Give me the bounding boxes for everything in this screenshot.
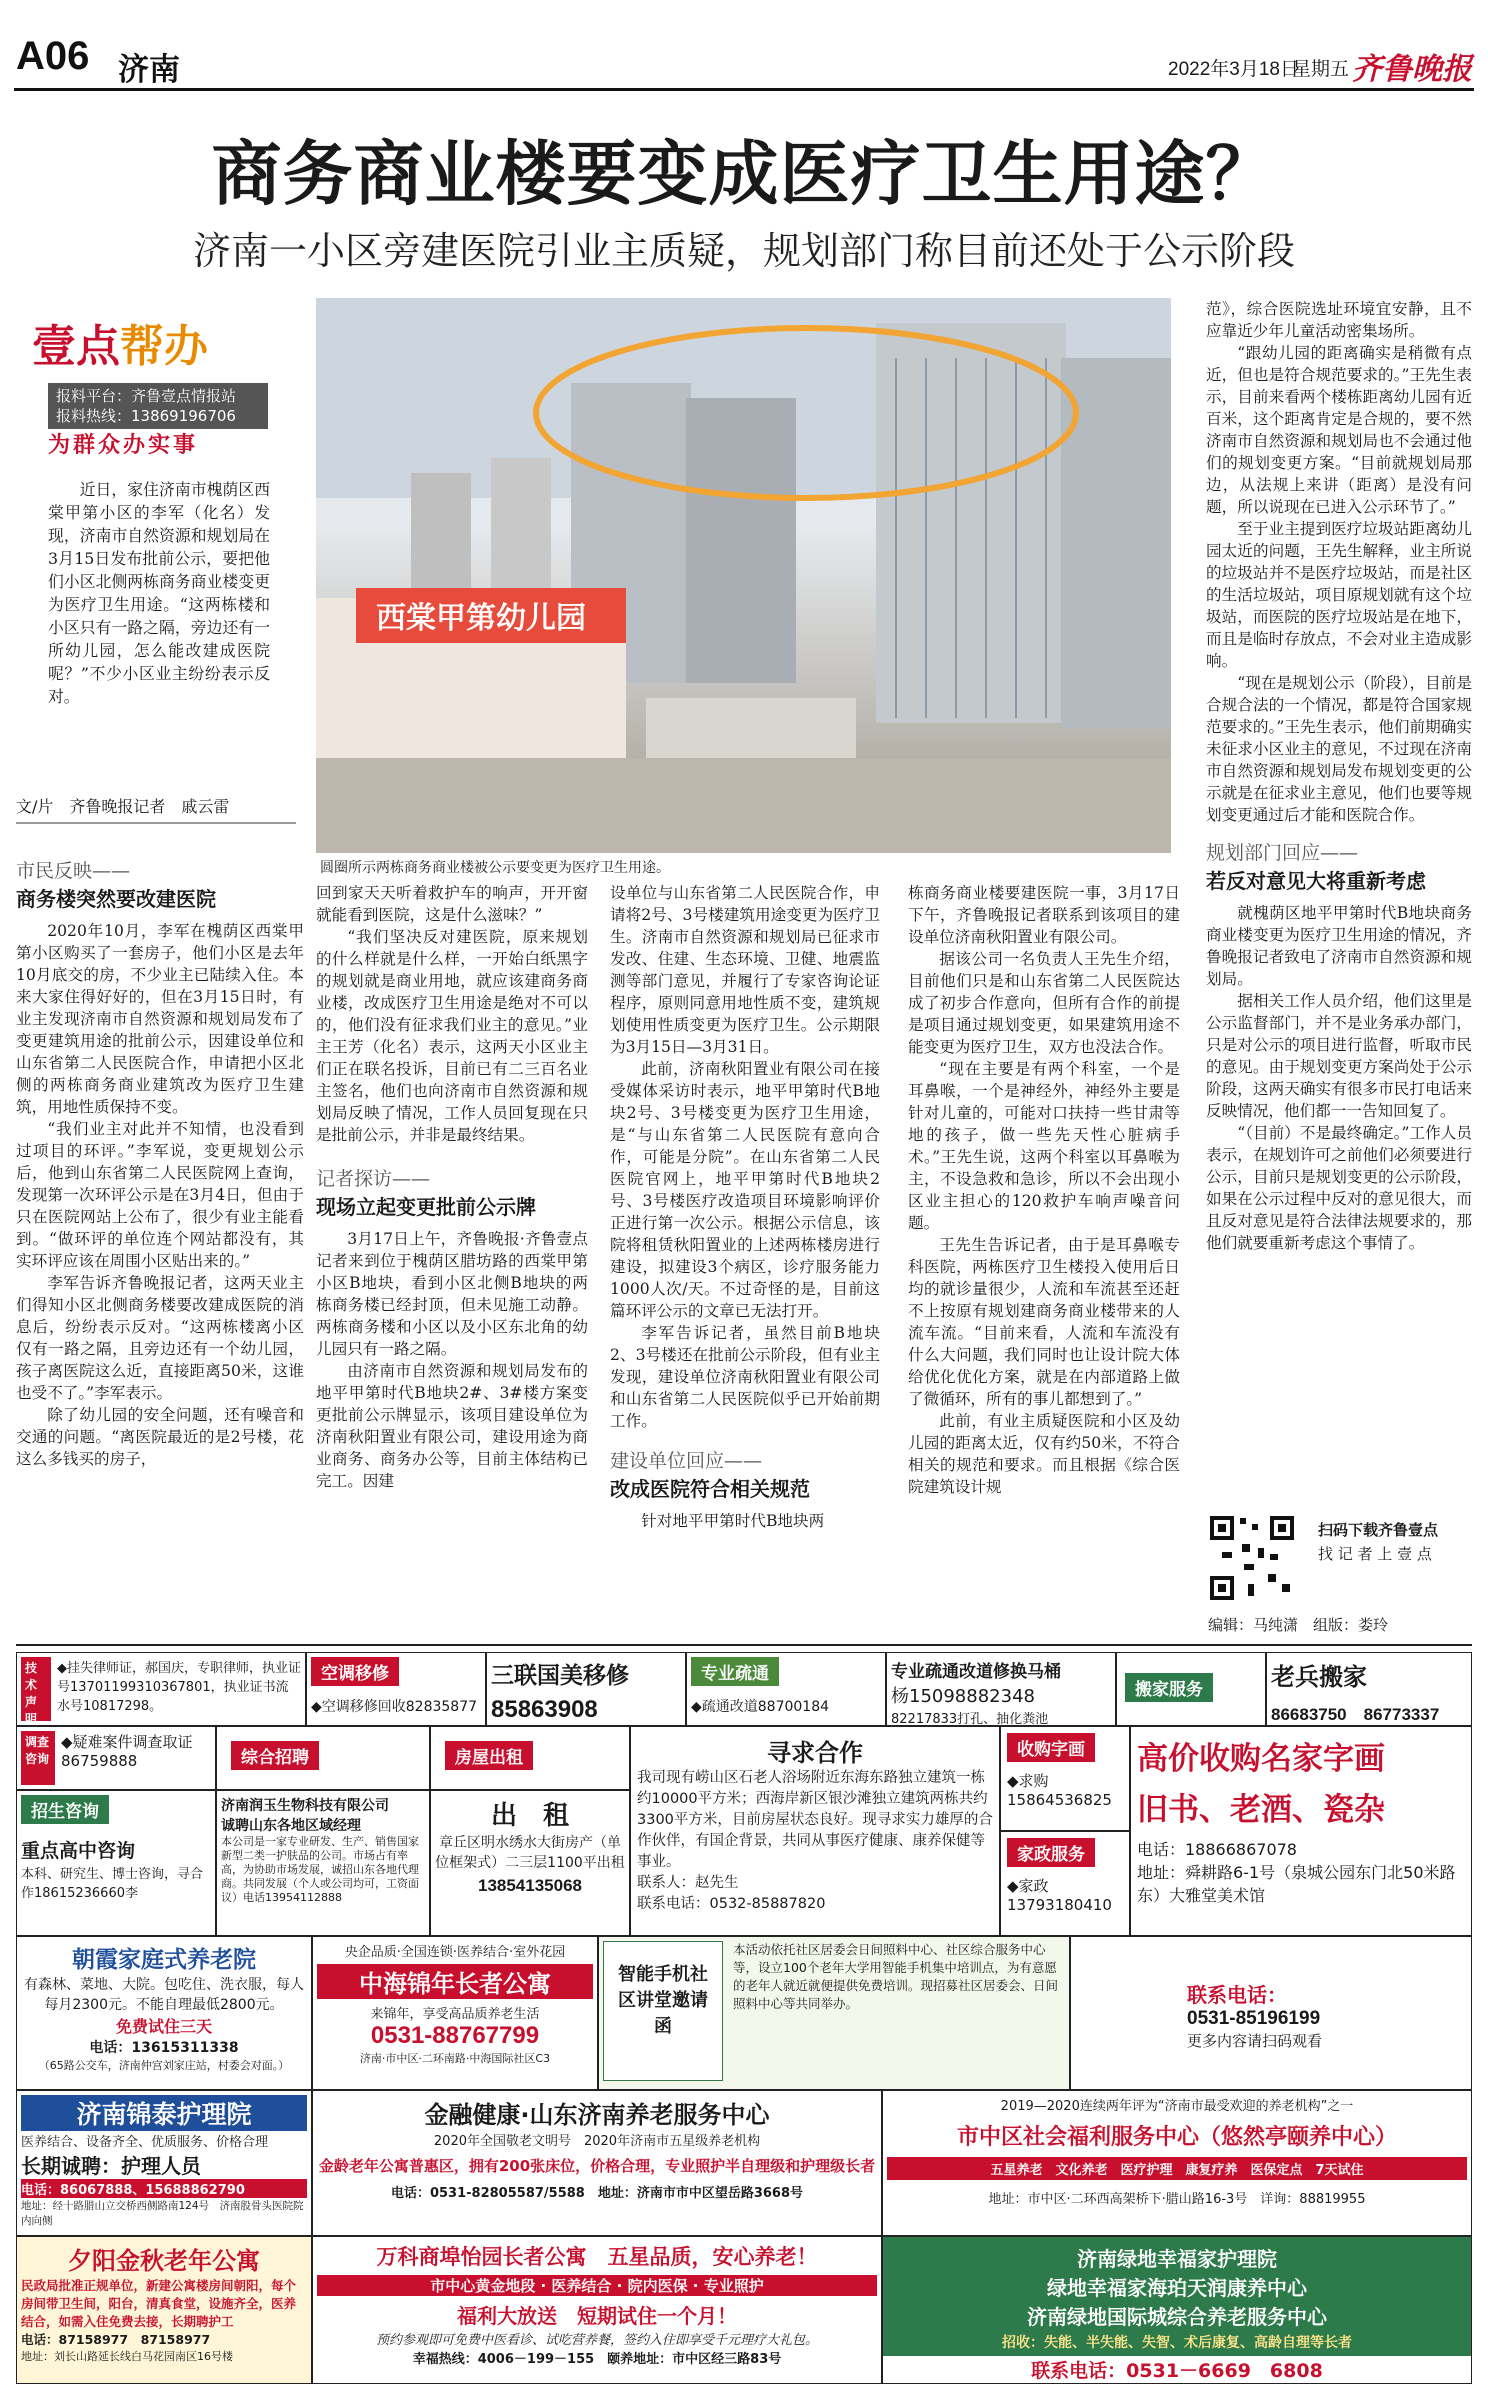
ad-dayatang	[1130, 1726, 1472, 1936]
ad-smartphone	[598, 1936, 1070, 2090]
ad-text: ◆疑难案件调查取证86759888	[61, 1733, 193, 1770]
paragraph: “跟幼儿园的距离确实是稍微有点近，但也是符合规范要求的。”王先生表示，目前来看两个楼栋距离幼儿园有近百米，这个距离肯定是合规的，要不然济南市自然资源和规划局也不会通过他们的规划变更方案。“目前就规划局那边，从法规上来讲（距离）是没有问题，所以说现在已进入公示环节了。”	[1206, 344, 1472, 516]
ad-title: 寻求合作	[767, 1739, 863, 1767]
ad-text: ◆空调移修回收82835877	[311, 1699, 478, 1715]
ad-vanke	[312, 2236, 882, 2384]
ad-subtitle: 长期诚聘：护理人员	[21, 2154, 201, 2178]
ad-address: 地址：刘长山路延长线白马花园南区16号楼	[21, 2350, 233, 2363]
ad-sanlian	[486, 1652, 686, 1726]
ad-text: 金龄老年公寓普惠区，拥有200张床位，价格合理，专业照护半自理级和护理级长者	[318, 2157, 876, 2175]
ad-phone: 0531-85196199	[1187, 2008, 1321, 2029]
ad-title: 济南润玉生物科技有限公司	[221, 1798, 389, 1814]
help-info	[48, 383, 268, 429]
news-photo	[316, 298, 1171, 853]
section-title: 商务楼突然要改建医院	[16, 887, 216, 911]
paragraph: 设单位与山东省第二人民医院合作，申请将2号、3号楼建筑用途变更为医疗卫生。济南市自然资源和规划局已征求市发改、住建、生态环境、卫健、地震监测等部门意见，并履行了专家咨询论证程序，原则同意用地性质不变，建筑规划使用性质变更为医疗卫生。公示期限为3月15日—3月31日。	[610, 884, 880, 1056]
paragraph: 据该公司一名负责人王先生介绍，目前他们只是和山东省第二人民医院达成了初步合作意向，但所有合作的前提是项目通过规划变更，如果建筑用途不能变更为医疗卫生，双方也没法合作。	[908, 950, 1180, 1056]
ad-title: 联系电话：	[1187, 1983, 1287, 2007]
paragraph: 据相关工作人员介绍，他们这里是公示监督部门，并不是业务承办部门，只是对公示的项目进行监督，听取市民的意见。由于规划变更方案尚处于公示阶段，这两天确实有很多市民打电话来反映情况，他们都一一告知回复了。	[1206, 992, 1472, 1120]
ad-toilet	[886, 1652, 1116, 1726]
section-kicker: 建设单位回应——	[610, 1450, 763, 1472]
ad-phone: 联系电话：0531－6669 6808	[883, 2356, 1471, 2383]
column-5	[1206, 298, 1472, 1254]
ad-zhaoxia	[16, 1936, 312, 2090]
ad-aircon	[306, 1652, 486, 1726]
ad-tag: 调查咨询	[21, 1731, 55, 1785]
paragraph: “（目前）不是最终确定。”工作人员表示，在规划许可之前他们必须要进行公示，目前只是规划变更的公示阶段，如果在公示过程中反对的意见很大，而且反对意见是符合法律法规要求的，那他们就要重新考虑这个事情了。	[1206, 1124, 1472, 1252]
kindergarten-sign: 西棠甲第幼儿园	[376, 601, 586, 636]
column-2	[316, 882, 588, 1492]
ad-title: 智能手机社区讲堂邀请函	[603, 1941, 723, 2081]
ad-title: 中海锦年长者公寓	[317, 1964, 593, 1999]
ad-text: ◆求购 15864536825	[1007, 1772, 1112, 1809]
issue-weekday: 星期五	[1292, 58, 1350, 80]
ad-title: 朝霞家庭式养老院	[72, 1947, 256, 1973]
newspaper-brand: 齐鲁晚报	[1352, 52, 1472, 87]
paragraph: 由济南市自然资源和规划局发布的地平甲第时代B地块2#、3#楼方案变更批前公示牌显示，该项目建设单位为济南秋阳置业有限公司，建设用途为商业商务、商务办公等，目前主体结构已完工。因建	[316, 1362, 588, 1490]
ad-header: 2019—2020连续两年评为“济南市最受欢迎的养老机构”之一	[1000, 2099, 1354, 2114]
ad-phone: 电话：18866867078	[1137, 1840, 1297, 1859]
ad-text: 有森林、菜地、大院。包吃住、洗衣服，每人每月2300元。不能自理最低2800元。	[24, 1977, 304, 2013]
ad-phone: 幸福热线：4006－199－155 颐养地址：市中区经三路83号	[412, 2352, 782, 2367]
ad-lvdi	[882, 2236, 1472, 2384]
news-photo-illustration	[316, 298, 1171, 853]
ad-title: 三联国美移修	[491, 1663, 629, 1689]
ad-title: 重点高中咨询	[21, 1840, 136, 1862]
issue-date: 2022年3月18日	[1168, 59, 1299, 80]
ad-tag: 空调移修	[311, 1657, 399, 1686]
ad-line: 绿地幸福家海珀天润康养中心	[1047, 2276, 1307, 2300]
ad-moving-tag	[1116, 1652, 1266, 1726]
paragraph: “现在是规划公示（阶段），目前是合规合法的一个情况，都是符合国家规范要求的。”王先生表示，他们前期确实未征求小区业主的意见，不过现在济南市自然资源和规划局发布规划变更的公示就是在征求业主意见，他们也要等规划变更通过后才能和医院合作。	[1206, 674, 1472, 824]
column-4	[908, 882, 1180, 1498]
ad-title: 万科商埠怡园长者公寓 五星品质，安心养老！	[376, 2245, 818, 2269]
ad-phone: 联系电话：0532-85887820	[637, 1896, 826, 1912]
ad-title: 济南锦泰护理院	[21, 2095, 307, 2131]
section-title: 若反对意见大将重新考虑	[1206, 869, 1426, 893]
ad-rent-tag	[430, 1726, 630, 1790]
ad-jintai	[16, 2090, 312, 2236]
ad-housekeeping	[1000, 1831, 1130, 1936]
ad-contact: 联系人：赵先生	[637, 1875, 739, 1891]
ad-title: 济南绿地幸福家护理院	[1077, 2247, 1277, 2271]
ad-address: 预约参观即可免费中医看诊、试吃营养餐，签约入住即享受千元理疗大礼包。	[375, 2333, 818, 2348]
ad-text: 招收：失能、半失能、失智、术后康复、高龄自理等长者	[1002, 2335, 1352, 2351]
ad-tag: 综合招聘	[231, 1741, 319, 1770]
ad-school	[16, 1790, 216, 1936]
ad-text: ◆疏通改道88700184	[691, 1699, 830, 1715]
ad-drain	[686, 1652, 886, 1726]
paragraph: 3月17日上午，齐鲁晚报·齐鲁壹点记者来到位于槐荫区腊坊路的西棠甲第小区B地块，看到小区北侧B地块的两栋商务楼已经封顶，但未见施工动静。两栋商务楼和小区以及小区东北角的幼儿园只有一路之隔。	[316, 1230, 588, 1358]
section-title: 改成医院符合相关规范	[610, 1477, 810, 1501]
ad-recruit-tag	[216, 1726, 430, 1790]
editor-credit: 编辑：马纯潇 组版：娄玲	[1208, 1616, 1389, 1634]
section-kicker: 规划部门回应——	[1206, 842, 1359, 864]
ad-phone: 86683750 86773337	[1271, 1705, 1440, 1724]
section-title: 现场立起变更批前公示牌	[316, 1195, 536, 1219]
ad-jinling	[312, 2090, 882, 2236]
ad-subtitle: 更多内容请扫码观看	[1187, 2032, 1323, 2050]
ad-title: 金融健康·山东济南养老服务中心	[424, 2101, 770, 2129]
ad-subtitle: 2020年全国敬老文明号 2020年济南市五星级养老机构	[433, 2134, 761, 2149]
ad-subtitle: 来锦年，享受高品质养老生活	[370, 2007, 540, 2022]
ad-phone: 电话：0531-82805587/5588 地址：济南市市中区望岳路3668号	[390, 2186, 804, 2201]
ad-title: 出 租	[490, 1801, 569, 1831]
ad-tag: 专业疏通	[691, 1657, 779, 1686]
ad-laobing	[1266, 1652, 1472, 1726]
ad-text: 本科、研究生、博士咨询，寻合作18615236660李	[21, 1867, 204, 1901]
qr-caption-line: 找 记 者 上 壹 点	[1318, 1545, 1432, 1563]
ad-text: 医养结合、设备齐全、优质服务、价格合理	[21, 2135, 269, 2150]
ad-tag: 招生咨询	[21, 1795, 109, 1824]
paragraph: 范》，综合医院选址环境宜安静，且不应靠近少年儿童活动密集场所。	[1206, 300, 1472, 340]
qr-code-icon[interactable]	[1208, 1514, 1296, 1602]
ad-subtitle: 诚聘山东各地区域经理	[221, 1818, 361, 1834]
paragraph: 栋商务商业楼要建医院一事，3月17日下午，齐鲁晚报记者联系到该项目的建设单位济南秋阳置业有限公司。	[908, 884, 1180, 946]
paragraph: 回到家天天听着救护车的响声，开开窗就能看到医院，这是什么滋味？”	[316, 884, 588, 924]
ad-text: 民政局批准正规单位，新建公寓楼房间朝阳，每个房间带卫生间，阳台，清真食堂，设施齐全，医养结合，如需入住免费去接，长期聘护工	[21, 2278, 297, 2329]
ad-text: 福利大放送 短期试住一个月！	[457, 2304, 737, 2328]
ad-line: 济南绿地国际城综合养老服务中心	[1027, 2305, 1327, 2329]
ad-cooperation	[630, 1726, 1000, 1936]
paragraph: “我们坚决反对建医院，原来规划的什么样就是什么样，一开始白纸黑字的规划就是商业用地，就应该建商务商业楼，改成医疗卫生用途是绝对不可以的，他们没有征求我们业主的意见。”业主王芳（化名）表示，这两天小区业主们正在联名投诉，目前已有二三百名业主签名，他们也向济南市自然资源和规划局反映了情况，工作人员回复现在只是批前公示，并非是最终结果。	[316, 928, 588, 1144]
help-slogan: 为群众办实事	[48, 432, 199, 458]
divider	[16, 822, 296, 824]
ad-text: 本活动依托社区居委会日间照料中心、社区综合服务中心等，设立100个老年大学用智能手机集中培训点，为有意愿的老年人就近就便提供免费培训。现招募社区居委会、日间照料中心等共同举办。	[733, 1942, 1059, 2011]
paragraph: 王先生告诉记者，由于是耳鼻喉专科医院，两栋医疗卫生楼投入使用后日均的就诊量很少，人流和车流甚至还赶不上按原有规划建商务商业楼带来的人流车流。“目前来看，人流和车流没有什么大问题，我们同时也让设计院大体给优化优化方案，就是在内部道路上做了微循环，所有的事儿都想到了。”	[908, 1236, 1180, 1408]
section-name: 济南	[118, 52, 180, 88]
ad-text: ◆挂失律师证，郝国庆，专职律师，执业证号13701199310367801，执业证书流水号10817298。	[57, 1661, 301, 1714]
ad-phone: 85863908	[491, 1696, 598, 1723]
ad-investigation	[16, 1726, 216, 1790]
paragraph: 除了幼儿园的安全问题，还有噪音和交通的问题。“离医院最近的是2号楼，花这么多钱买的房子，	[16, 1406, 304, 1468]
qr-caption-line: 扫码下载齐鲁壹点	[1318, 1521, 1439, 1539]
ad-title: 高价收购名家字画	[1137, 1741, 1385, 1777]
ad-qilu-contact	[1070, 1936, 1472, 2090]
ad-header: 央企品质·全国连锁·医养结合·室外花园	[344, 1945, 566, 1960]
intro-text: 近日，家住济南市槐荫区西棠甲第小区的李军（化名）发现，济南市自然资源和规划局在3月15日发布批前公示，要把他们小区北侧两栋商务商业楼变更为医疗卫生用途。“这两栋楼和小区只有一路之隔，旁边还有一所幼儿园，怎么能改建成医院呢？”不少小区业主纷纷表示反对。	[48, 480, 270, 706]
classifieds-rule	[16, 1644, 1472, 1646]
ad-calligraphy-buy	[1000, 1726, 1130, 1831]
help-logo	[32, 310, 208, 374]
ad-phone: 13854135068	[477, 1876, 582, 1895]
ad-phone: 电话：13615311338	[89, 2040, 239, 2056]
header-rule	[14, 88, 1474, 91]
ad-title: 专业疏通改道修换马桶	[891, 1662, 1061, 1682]
ad-welfare-center	[882, 2090, 1472, 2236]
ad-phone: 电话：86067888、15688862790	[21, 2179, 307, 2198]
ad-subtitle: 五星养老 文化养老 医疗护理 康复疗养 医保定点 7天试住	[887, 2157, 1467, 2180]
ad-tag: 家政服务	[1007, 1838, 1095, 1867]
byline: 文/片 齐鲁晚报记者 戚云雷	[16, 797, 230, 816]
column-3	[610, 882, 880, 1532]
subheadline: 济南一小区旁建医院引业主质疑，规划部门称目前还处于公示阶段	[192, 229, 1295, 273]
ad-tag: 技术声明	[21, 1657, 51, 1721]
ad-text: ◆家政 13793180410	[1007, 1877, 1112, 1914]
ad-title: 市中区社会福利服务中心（悠然亭颐养中心）	[956, 2125, 1397, 2150]
help-platform: 报料平台：齐鲁壹点情报站	[56, 387, 237, 405]
ad-title: 夕阳金秋老年公寓	[68, 2247, 260, 2275]
ad-rent	[430, 1790, 630, 1936]
page-number: A06	[16, 34, 90, 78]
paragraph: “现在主要是有两个科室，一个是耳鼻喉，一个是神经外，神经外主要是针对儿童的，可能对口扶持一些甘肃等地的孩子，做一些先天性心脏病手术。”王先生说，这两个科室以耳鼻喉为主，不设急救和急诊，所以不会出现小区业主担心的120救护车响声噪音问题。	[908, 1060, 1180, 1232]
ad-xiyang	[16, 2236, 312, 2384]
ad-tag: 收购字画	[1007, 1733, 1095, 1762]
paragraph: 此前，济南秋阳置业有限公司在接受媒体采访时表示，地平甲第时代B地块2号、3号楼变更为医疗卫生用途，是“与山东省第二人民医院有意向合作，可能是分院”。在山东省第二人民医院官网上，地平甲第时代B地块2号、3号楼医疗改造项目环境影响评价正进行第一次公示。根据公示信息，该院将租赁秋阳置业的上述两栋楼房进行建设，拟建设3个病区，诊疗服务能力1000人次/天。不过奇怪的是，目前这篇环评公示的文章已无法打开。	[610, 1060, 880, 1320]
paragraph: 李军告诉记者，虽然目前B地块2、3号楼还在批前公示阶段，但有业主发现，建设单位济南秋阳置业有限公司和山东省第二人民医院似乎已开始前期工作。	[610, 1324, 880, 1430]
ad-phone: 杨15098882348	[891, 1686, 1035, 1707]
ad-text: 82217833打孔、抽化粪池	[891, 1712, 1049, 1726]
ad-highlight: 免费试住三天	[115, 2017, 212, 2036]
ad-zhonghai	[312, 1936, 598, 2090]
paragraph: 李军告诉齐鲁晚报记者，这两天业主们得知小区北侧商务楼要改建成医院的消息后，纷纷表示反对。“这两栋楼离小区仅有一路之隔，且旁边还有一个幼儿园，孩子离医院这么近，直接距离50米，这谁也受不了。”李军表示。	[16, 1274, 304, 1402]
ad-phone: 地址：市中区·二环西高架桥下·腊山路16-3号 详询：88819955	[988, 2192, 1366, 2207]
ad-lawyer-notice	[16, 1652, 306, 1726]
ad-text: 我司现有崂山区石老人浴场附近东海东路独立建筑一栋约10000平方米；西海岸新区银沙滩独立建筑两栋共约3300平方米，目前房屋状态良好。现寻求实力雄厚的合作伙伴，有国企背景，共同从事医疗健康、康养保健等事业。	[637, 1770, 993, 1870]
ad-address: （65路公交车，济南仲宫刘家庄站，村委会对面。）	[38, 2059, 290, 2072]
ad-address: 地址：舜耕路6-1号（泉城公园东门北50米路东）大雅堂美术馆	[1137, 1863, 1456, 1905]
ad-tag: 房屋出租	[445, 1741, 533, 1770]
ad-phone: 电话：87158977 87158977	[21, 2332, 211, 2347]
ad-text: 本公司是一家专业研发、生产、销售国家新型二类一护肤品的公司。市场占有率高，为协助市场发展，诚招山东各地代理商。共同发展（个人或公司均可，工资面议）电话13954112888	[221, 1835, 419, 1904]
ad-subtitle: 旧书、老酒、瓷杂	[1137, 1792, 1385, 1828]
paragraph: 2020年10月，李军在槐荫区西棠甲第小区购买了一套房子，他们小区是去年10月底交的房，不少业主已陆续入住。本来大家住得好好的，但在3月15日时，有业主发现济南市自然资源和规划局发布了变更建筑用途的批前公示，因建设单位和山东省第二人民医院合作，申请把小区北侧的两栋商务商业建筑改为医疗卫生建筑，用地性质保持不变。	[16, 922, 304, 1116]
ad-address: 地址：经十路腊山立交桥西侧路南124号 济南股骨头医院院内向侧	[21, 2200, 304, 2227]
paragraph: “我们业主对此并不知情，也没看到过项目的环评。”李军说，变更规划公示后，他到山东省第二人民医院网上查询，发现第一次环评公示是在3月4日，但由于只在医院网站上公布了，很少有业主能看到。“做环评的单位连个网站都没有，其实环评应该在周围小区贴出来的。”	[16, 1120, 304, 1270]
headline: 商务商业楼要变成医疗卫生用途？	[211, 132, 1277, 215]
qr-caption	[1318, 1518, 1438, 1566]
paragraph: 至于业主提到医疗垃圾站距离幼儿园太近的问题，王先生解释，业主所说的垃圾站并不是医疗垃圾站，而是社区的生活垃圾站，项目原规划就有这个垃圾站，而医院的医疗垃圾站是在地下，而且是临时存放点，不会对业主造成影响。	[1206, 520, 1472, 670]
help-logo-b: 帮办	[120, 321, 208, 372]
ad-text: 章丘区明水绣水大街房产（单位框架式）二三层1100平出租	[435, 1835, 625, 1871]
ad-address: 济南·市中区·二环南路·中海国际社区C3	[359, 2052, 551, 2065]
paragraph: 就槐荫区地平甲第时代B地块商务商业楼变更为医疗卫生用途的情况，齐鲁晚报记者致电了济南市自然资源和规划局。	[1206, 904, 1472, 988]
column-1	[16, 848, 304, 1470]
help-logo-a: 壹点	[32, 321, 120, 372]
section-kicker: 记者探访——	[316, 1168, 431, 1190]
ad-subtitle: 市中心黄金地段 · 医养结合 · 院内医保 · 专业照护	[317, 2275, 877, 2296]
help-hotline: 报料热线：13869196706	[56, 407, 236, 425]
ad-title: 老兵搬家	[1271, 1663, 1367, 1691]
ad-runyu	[216, 1790, 430, 1936]
paragraph: 针对地平甲第时代B地块两	[641, 1512, 825, 1530]
ad-tag: 搬家服务	[1125, 1673, 1213, 1702]
photo-caption: 圆圈所示两栋商务商业楼被公示要变更为医疗卫生用途。	[320, 860, 670, 876]
ad-phone: 0531-88767799	[370, 2022, 540, 2049]
section-kicker: 市民反映——	[16, 860, 131, 882]
paragraph: 此前，有业主质疑医院和小区及幼儿园的距离太近，仅有约50米，不符合相关的规范和要求。而且根据《综合医院建筑设计规	[908, 1412, 1180, 1496]
intro-column	[48, 478, 270, 708]
